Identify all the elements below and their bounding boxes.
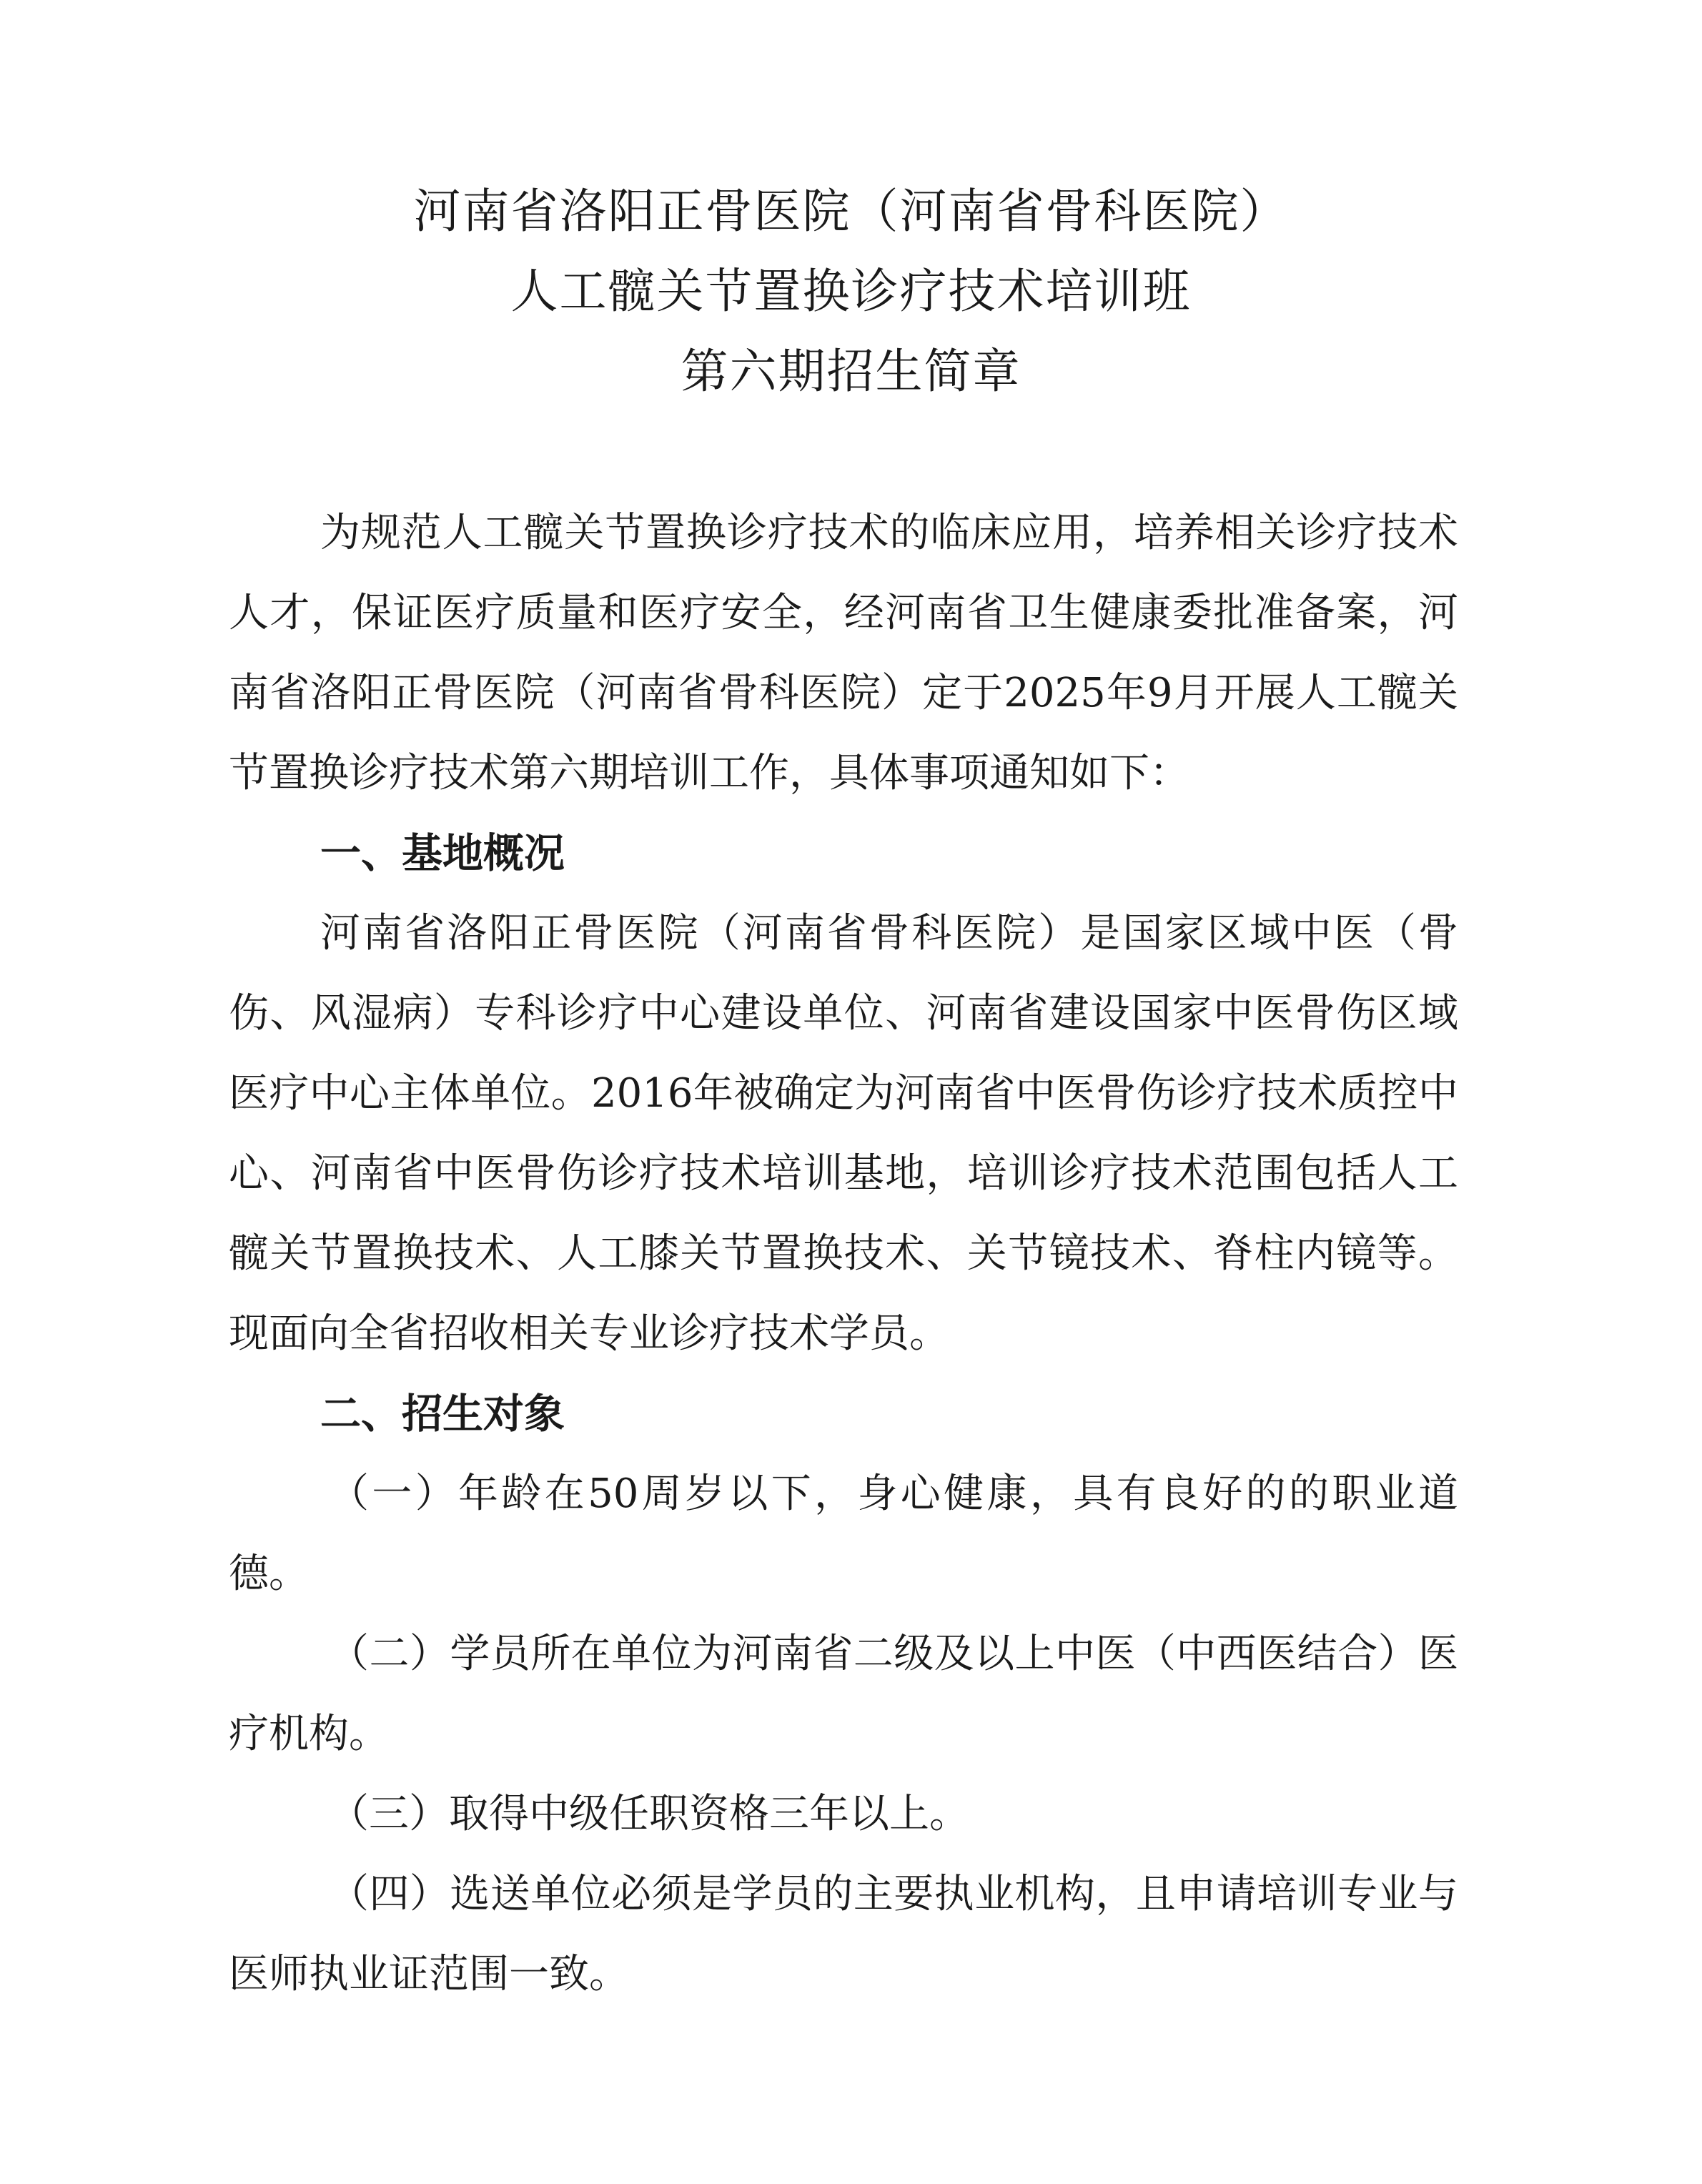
enrollment-item-4: （四）选送单位必须是学员的主要执业机构，且申请培训专业与医师执业证范围一致。 (229, 1871, 1458, 1997)
enrollment-item-2: （二）学员所在单位为河南省二级及以上中医（中西医结合）医疗机构。 (229, 1631, 1458, 1757)
document-body (229, 493, 1458, 2015)
document-title (0, 172, 1702, 412)
title-line-2: 人工髋关节置换诊疗技术培训班 (510, 264, 1192, 319)
section-heading-base-overview: 一、基地概况 (320, 829, 565, 877)
section-heading-enrollment-targets: 二、招生对象 (320, 1390, 565, 1438)
title-line-1: 河南省洛阳正骨医院（河南省骨科医院） (413, 184, 1289, 239)
enrollment-item-3: （三）取得中级任职资格三年以上。 (329, 1791, 969, 1837)
enrollment-item-1: （一）年龄在50周岁以下，身心健康，具有良好的的职业道德。 (229, 1471, 1458, 1597)
base-overview-paragraph: 河南省洛阳正骨医院（河南省骨科医院）是国家区域中医（骨伤、风湿病）专科诊疗中心建设单位、河南省建设国家中医骨伤区域医疗中心主体单位。2016年被确定为河南省中医骨伤诊疗技术质控中心、河南省中医骨伤诊疗技术培训基地，培训诊疗技术范围包括人工髋关节置换技术、人工膝关节置换技术、关节镜技术、脊柱内镜等。现面向全省招收相关专业诊疗技术学员。 (229, 910, 1458, 1357)
title-line-3: 第六期招生简章 (681, 344, 1021, 399)
intro-paragraph: 为规范人工髋关节置换诊疗技术的临床应用，培养相关诊疗技术人才，保证医疗质量和医疗安全，经河南省卫生健康委批准备案，河南省洛阳正骨医院（河南省骨科医院）定于2025年9月开展人工髋关节置换诊疗技术第六期培训工作，具体事项通知如下： (229, 510, 1458, 796)
